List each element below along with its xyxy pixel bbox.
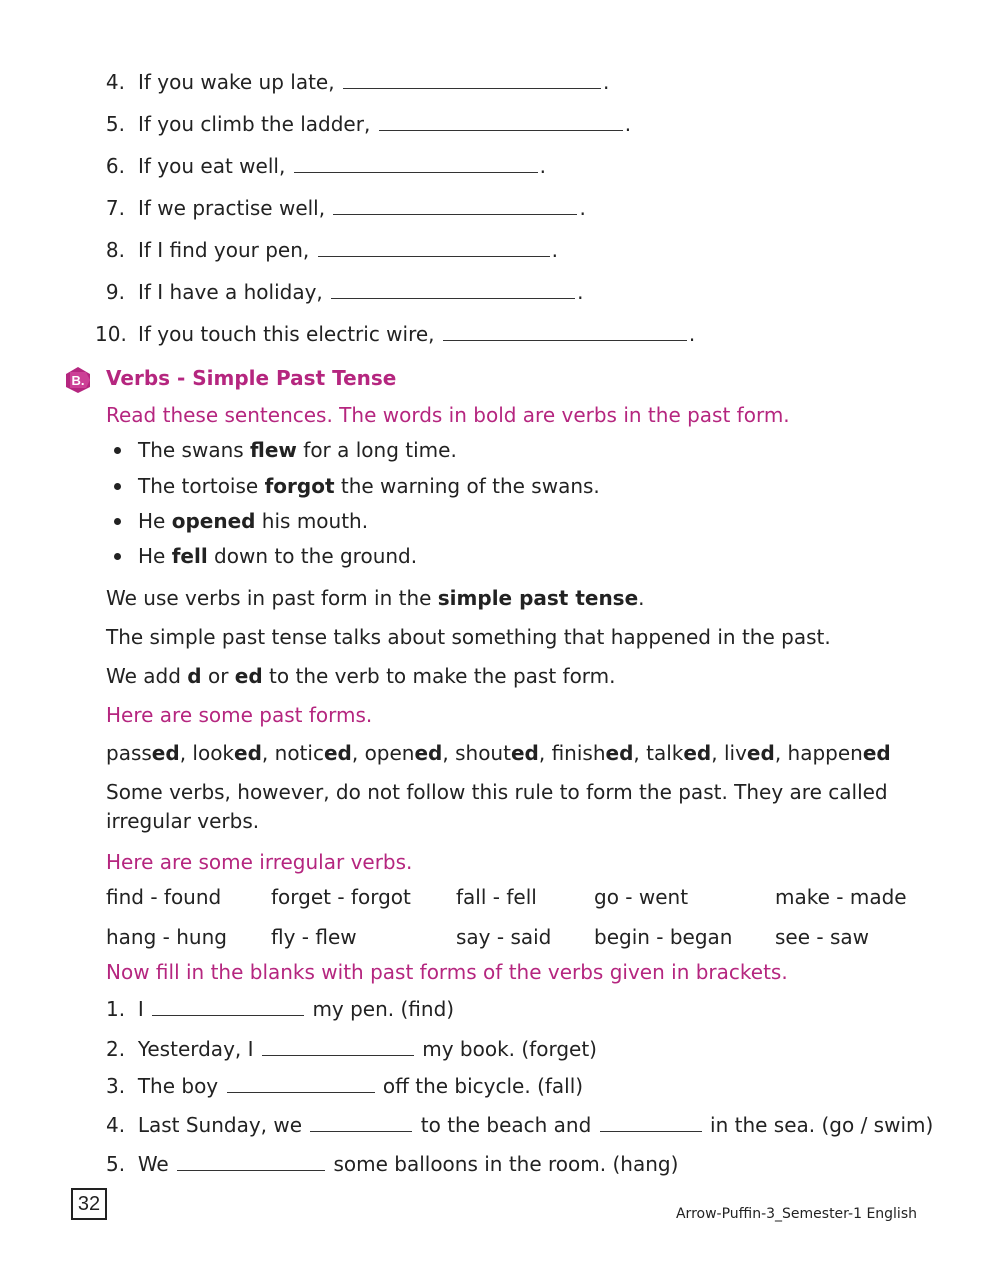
answer-blank[interactable]: [600, 1113, 702, 1132]
irregular-heading: Here are some irregular verbs.: [106, 850, 413, 874]
item-text: If I have a holiday,: [138, 280, 323, 304]
answer-blank[interactable]: [333, 196, 577, 215]
verb-pair: begin - began: [594, 925, 733, 949]
answer-blank[interactable]: [177, 1152, 325, 1171]
item-text: If you climb the ladder,: [138, 112, 371, 136]
answer-blank[interactable]: [318, 238, 550, 257]
item-text: If you eat well,: [138, 154, 286, 178]
item-number: 8.: [105, 238, 125, 262]
item-number: 5.: [105, 112, 125, 136]
answer-blank[interactable]: [331, 280, 575, 299]
past-forms-heading: Here are some past forms.: [106, 703, 373, 727]
fill-item: 2. Yesterday, I my book. (forget): [106, 1037, 597, 1061]
verb-pair: fly - flew: [271, 925, 357, 949]
fill-item: 3. The boy off the bicycle. (fall): [106, 1074, 584, 1098]
explanation-paragraph: The simple past tense talks about something that happened in the past.: [106, 625, 831, 649]
item-text: If you wake up late,: [138, 70, 335, 94]
section-b-badge-icon: [64, 366, 92, 394]
answer-blank[interactable]: [152, 997, 304, 1016]
verb-pair: hang - hung: [106, 925, 227, 949]
item-number: 6.: [105, 154, 125, 178]
answer-blank[interactable]: [379, 112, 623, 131]
verb-pair: make - made: [775, 885, 907, 909]
section-title: Verbs - Simple Past Tense: [106, 366, 397, 390]
item-number: 4.: [105, 70, 125, 94]
item-text: If you touch this electric wire,: [138, 322, 435, 346]
answer-blank[interactable]: [294, 154, 538, 173]
bullet-icon: [114, 518, 121, 525]
answer-blank[interactable]: [262, 1037, 414, 1056]
verb-pair: fall - fell: [456, 885, 537, 909]
fill-item: 1. I my pen. (find): [106, 997, 455, 1021]
instruction-text: Read these sentences. The words in bold are verbs in the past form.: [106, 403, 790, 427]
verb-pair: say - said: [456, 925, 552, 949]
bullet-icon: [114, 447, 121, 454]
item-number: 10.: [95, 322, 127, 346]
book-title: Arrow-Puffin-3_Semester-1 English: [675, 1206, 917, 1222]
example-sentence: The swans flew for a long time.: [138, 438, 457, 462]
verb-pair: go - went: [594, 885, 689, 909]
example-sentence: He opened his mouth.: [138, 509, 369, 533]
irregular-note: Some verbs, however, do not follow this rule to form the past. They are called: [106, 780, 888, 804]
item-text: If I find your pen,: [138, 238, 310, 262]
item-text: If we practise well,: [138, 196, 326, 220]
verb-pair: forget - forgot: [271, 885, 411, 909]
example-sentence: He fell down to the ground.: [138, 544, 418, 568]
verb-pair: find - found: [106, 885, 222, 909]
bullet-icon: [114, 553, 121, 560]
verb-pair: see - saw: [775, 925, 869, 949]
answer-blank[interactable]: [443, 322, 687, 341]
bullet-icon: [114, 483, 121, 490]
fill-item: 4. Last Sunday, we to the beach and in the sea. (go / swim): [106, 1113, 934, 1137]
explanation-paragraph: We use verbs in past form in the simple past tense.: [106, 586, 645, 610]
answer-blank[interactable]: [343, 70, 601, 89]
irregular-note: irregular verbs.: [106, 809, 260, 833]
past-forms-list: passed, looked, noticed, opened, shouted, finished, talked, lived, happened: [106, 741, 891, 765]
item-number: 7.: [105, 196, 125, 220]
page-number: 32: [71, 1188, 107, 1220]
fill-item: 5. We some balloons in the room. (hang): [106, 1152, 679, 1176]
answer-blank[interactable]: [227, 1074, 375, 1093]
answer-blank[interactable]: [310, 1113, 412, 1132]
example-sentence: The tortoise forgot the warning of the swans.: [138, 474, 600, 498]
fill-instruction: Now fill in the blanks with past forms of the verbs given in brackets.: [106, 960, 788, 984]
explanation-paragraph: We add d or ed to the verb to make the past form.: [106, 664, 616, 688]
item-number: 9.: [105, 280, 125, 304]
section-badge-label: B.: [71, 373, 85, 388]
